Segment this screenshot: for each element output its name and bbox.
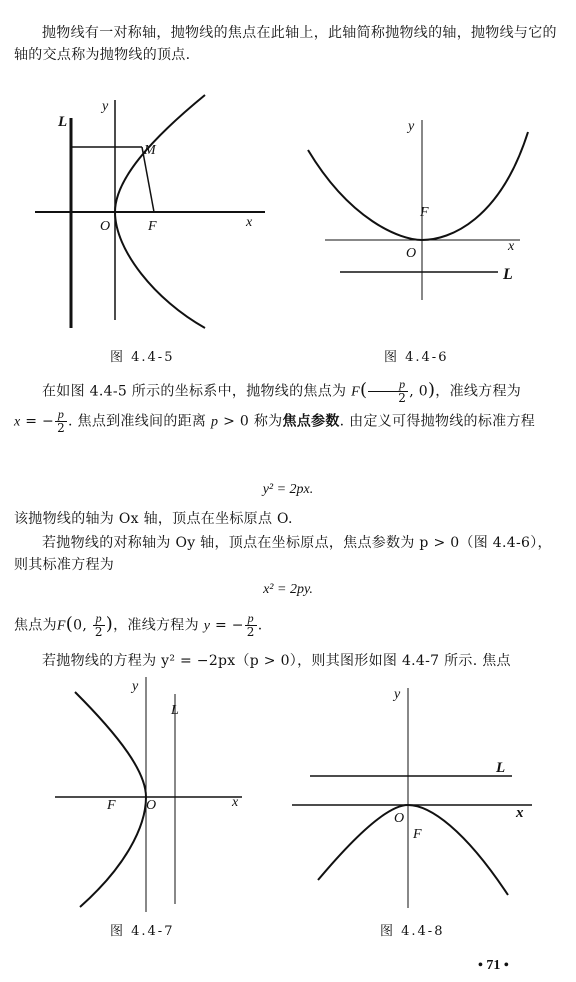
label-F: F — [148, 219, 157, 234]
parabola-curve — [308, 132, 528, 240]
label-y: y — [102, 99, 109, 114]
paragraph-axis-ox: 该抛物线的轴为 Ox 轴，顶点在坐标原点 O. — [14, 511, 293, 527]
label-L: L — [503, 266, 513, 283]
label-x: x — [246, 215, 253, 230]
figure-4-4-7 — [50, 672, 260, 917]
figure-4-4-8 — [290, 680, 540, 915]
label-L: L — [58, 114, 68, 130]
paragraph-directrix-line: x = − $\frac{p}{2}$ . 焦点到准线间的距离 p > 0 称为焦点参数. 由定义可得抛物线的标准方程 — [14, 407, 536, 435]
paragraph-negative-parabola: 若抛物线的方程为 y² = −2px（p > 0），则其图形如图 4.4-7 所示. 焦点 — [42, 653, 511, 669]
label-y: y — [408, 119, 415, 134]
caption-4-4-5: 图 4.4-5 — [110, 350, 175, 365]
label-O: O — [146, 798, 157, 813]
label-x: x — [516, 805, 524, 821]
paragraph-focus-definition: 在如图 4.4-5 所示的坐标系中，抛物线的焦点为 F( $\frac{p}{2}$ , 0)，准线方程为 — [42, 377, 522, 405]
label-O: O — [100, 219, 111, 234]
caption-4-4-8: 图 4.4-8 — [380, 924, 445, 939]
figure-4-4-5 — [30, 90, 280, 340]
label-M: M — [144, 143, 156, 158]
label-L: L — [496, 760, 506, 776]
figure-4-4-6 — [300, 110, 560, 310]
equation-y2-2px: y² = 2px. — [262, 482, 314, 497]
label-F: F — [413, 827, 422, 842]
label-F: F — [107, 798, 116, 813]
label-x: x — [232, 795, 239, 810]
paragraph-focus-oy: 焦点为F(0, $\frac{p}{2}$ )，准线方程为 y = − $\frac{p}{2}$ . — [14, 611, 263, 639]
intro-paragraph: 抛物线有一对称轴，抛物线的焦点在此轴上，此轴简称抛物线的轴，抛物线与它的轴的交点称为抛物线的顶点. — [14, 25, 557, 63]
label-O: O — [394, 811, 405, 826]
label-L: L — [171, 703, 179, 718]
equation-x2-2py: x² = 2py. — [263, 582, 313, 597]
label-y: y — [132, 679, 139, 694]
label-x: x — [508, 239, 515, 254]
page-number: • 71 • — [478, 958, 509, 973]
parabola-curve — [318, 805, 508, 895]
paragraph-axis-oy: 若抛物线的对称轴为 Oy 轴，顶点在坐标原点，焦点参数为 p > 0（图 4.4-6），则其标准方程为 — [14, 535, 552, 573]
label-y: y — [394, 687, 401, 702]
label-F: F — [420, 205, 429, 220]
caption-4-4-6: 图 4.4-6 — [384, 350, 449, 365]
label-O: O — [406, 246, 417, 261]
term-focus-parameter: 焦点参数 — [282, 413, 340, 430]
caption-4-4-7: 图 4.4-7 — [110, 924, 175, 939]
